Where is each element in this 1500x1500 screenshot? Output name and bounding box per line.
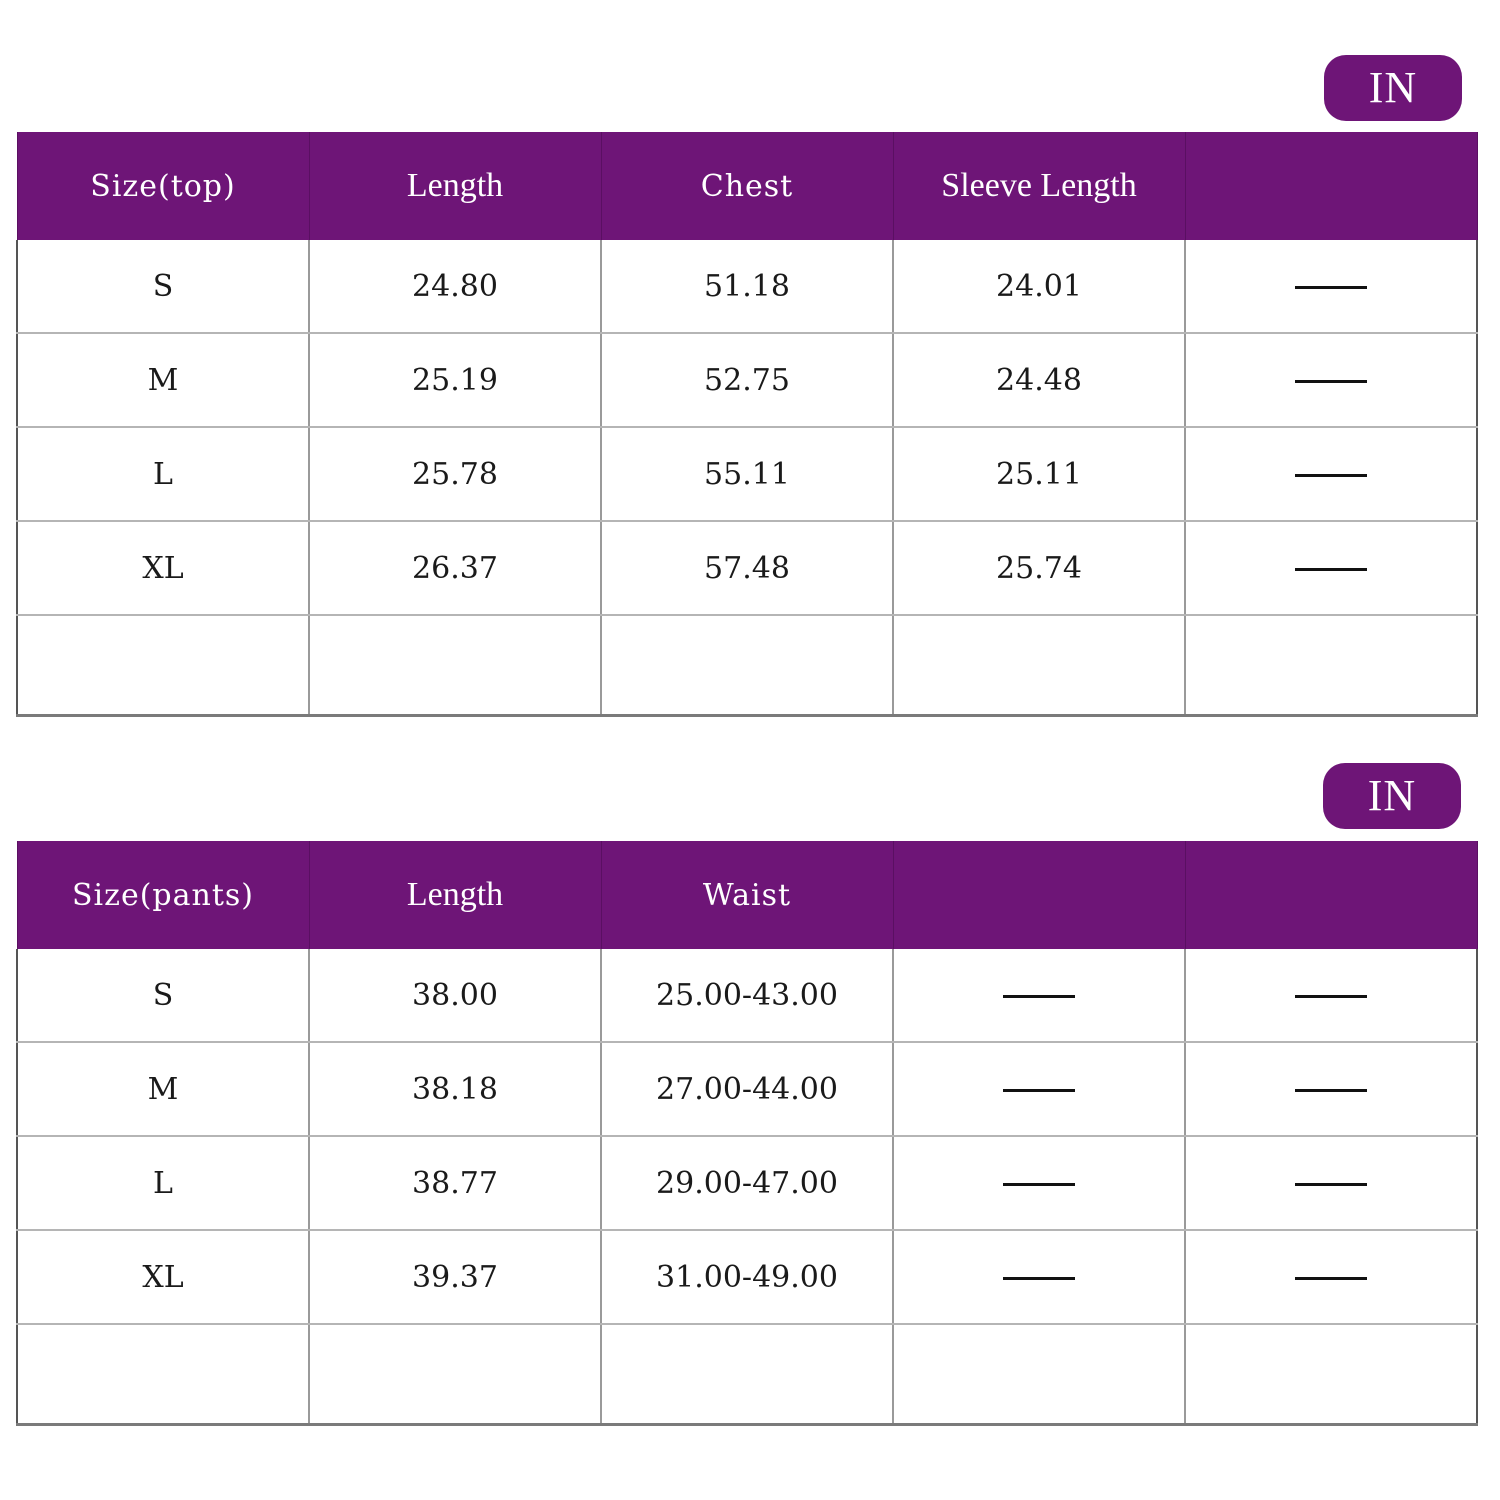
table-row: [17, 1136, 1477, 1230]
table-row: [17, 333, 1477, 427]
dash-mark: [1295, 1089, 1367, 1092]
table-header-row: [17, 841, 1477, 949]
length-cell: 39.37: [309, 1230, 601, 1324]
empty-cell: [17, 615, 309, 716]
dash-cell: [1185, 521, 1477, 615]
length-cell: 25.78: [309, 427, 601, 521]
table-header-row: [17, 132, 1477, 240]
length-cell: 26.37: [309, 521, 601, 615]
dash-cell: [1185, 427, 1477, 521]
sleeve-cell: 24.01: [893, 240, 1185, 333]
pants-size-table: [16, 841, 1478, 1426]
empty-cell: [601, 615, 893, 716]
dash-cell: [1185, 1042, 1477, 1136]
sleeve-cell: 25.11: [893, 427, 1185, 521]
table-row: [17, 949, 1477, 1042]
dash-cell: [1185, 949, 1477, 1042]
empty-cell: [309, 1324, 601, 1425]
size-cell: M: [17, 333, 309, 427]
empty-cell: [1185, 615, 1477, 716]
header-waist: Waist: [601, 841, 893, 949]
empty-cell: [601, 1324, 893, 1425]
chest-cell: 57.48: [601, 521, 893, 615]
dash-cell: [1185, 1230, 1477, 1324]
size-cell: L: [17, 1136, 309, 1230]
header-blank: [1185, 841, 1477, 949]
waist-cell: 31.00-49.00: [601, 1230, 893, 1324]
table-row: [17, 521, 1477, 615]
dash-cell: [1185, 240, 1477, 333]
header-length: Length: [309, 132, 601, 240]
unit-badge-pants: IN: [1323, 763, 1461, 829]
chest-cell: 55.11: [601, 427, 893, 521]
size-cell: S: [17, 949, 309, 1042]
dash-mark: [1295, 1277, 1367, 1280]
empty-cell: [309, 615, 601, 716]
dash-mark: [1295, 286, 1367, 289]
empty-cell: [1185, 1324, 1477, 1425]
header-length: Length: [309, 841, 601, 949]
length-cell: 38.00: [309, 949, 601, 1042]
size-cell: L: [17, 427, 309, 521]
header-blank: [1185, 132, 1477, 240]
length-cell: 25.19: [309, 333, 601, 427]
dash-cell: [1185, 333, 1477, 427]
table-row: [17, 1042, 1477, 1136]
dash-mark: [1295, 995, 1367, 998]
empty-cell: [17, 1324, 309, 1425]
size-cell: M: [17, 1042, 309, 1136]
length-cell: 38.18: [309, 1042, 601, 1136]
chest-cell: 51.18: [601, 240, 893, 333]
dash-mark: [1295, 1183, 1367, 1186]
empty-cell: [893, 615, 1185, 716]
length-cell: 38.77: [309, 1136, 601, 1230]
table-row: [17, 240, 1477, 333]
header-size-top: Size(top): [17, 132, 309, 240]
length-cell: 24.80: [309, 240, 601, 333]
dash-mark: [1003, 1277, 1075, 1280]
empty-row: [17, 1324, 1477, 1425]
waist-cell: 27.00-44.00: [601, 1042, 893, 1136]
dash-cell: [893, 1136, 1185, 1230]
header-blank: [893, 841, 1185, 949]
sleeve-cell: 25.74: [893, 521, 1185, 615]
dash-cell: [893, 1042, 1185, 1136]
header-sleeve-length: Sleeve Length: [893, 132, 1185, 240]
dash-mark: [1003, 1089, 1075, 1092]
table-row: [17, 1230, 1477, 1324]
size-cell: S: [17, 240, 309, 333]
dash-mark: [1003, 995, 1075, 998]
dash-cell: [1185, 1136, 1477, 1230]
header-size-pants: Size(pants): [17, 841, 309, 949]
empty-row: [17, 615, 1477, 716]
waist-cell: 29.00-47.00: [601, 1136, 893, 1230]
sleeve-cell: 24.48: [893, 333, 1185, 427]
waist-cell: 25.00-43.00: [601, 949, 893, 1042]
unit-badge-top: IN: [1324, 55, 1462, 121]
dash-cell: [893, 949, 1185, 1042]
empty-cell: [893, 1324, 1185, 1425]
chest-cell: 52.75: [601, 333, 893, 427]
size-cell: XL: [17, 521, 309, 615]
dash-cell: [893, 1230, 1185, 1324]
size-cell: XL: [17, 1230, 309, 1324]
dash-mark: [1295, 474, 1367, 477]
dash-mark: [1295, 568, 1367, 571]
dash-mark: [1003, 1183, 1075, 1186]
dash-mark: [1295, 380, 1367, 383]
table-row: [17, 427, 1477, 521]
header-chest: Chest: [601, 132, 893, 240]
top-size-table: [16, 132, 1478, 717]
